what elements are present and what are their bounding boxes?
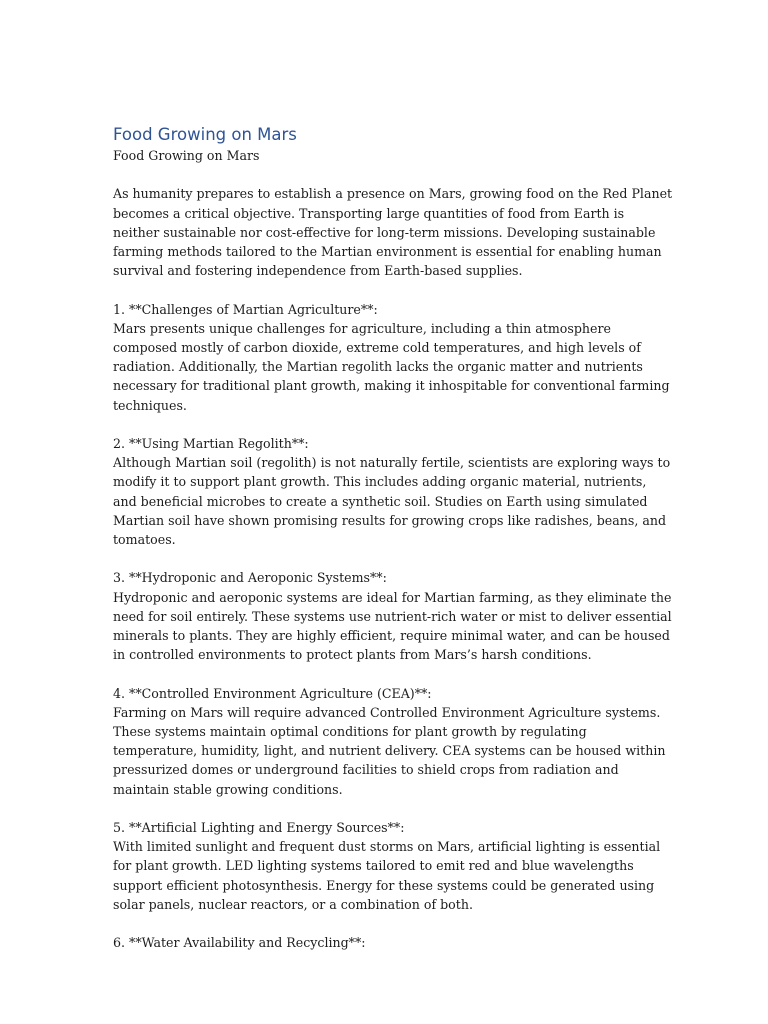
section-4-body: Farming on Mars will require advanced Controlled Environment Agriculture systems. These systems maintain optimal conditions for plant growth by regulating temperature, humidity, light, and nutrient delivery. CEA systems can be housed within pressurized domes or underground facilities to shield crops from radiation and maintain stable growing conditions. bbox=[113, 704, 666, 797]
section-1-body: Mars presents unique challenges for agriculture, including a thin atmosphere composed mostly of carbon dioxide, extreme cold temperatures, and high levels of radiation. Additionally, the Martian regolith lacks the organic matter and nutrients necessary for traditional plant growth, making it inhospitable for conventional farming techniques. bbox=[113, 320, 670, 413]
section-6-heading: 6. **Water Availability and Recycling**: bbox=[113, 935, 366, 951]
intro-paragraph: As humanity prepares to establish a presence on Mars, growing food on the Red Planet becomes a critical objective. Transporting large quantities of food from Earth is neither sustainable nor cost-effective for long-term missions. Developing sustainable farming methods tailored to the Martian environment is essential for enabling human survival and fostering independence from Earth-based supplies. bbox=[113, 186, 673, 279]
section-1 bbox=[113, 300, 673, 415]
section-1-heading: 1. **Challenges of Martian Agriculture**: bbox=[113, 301, 378, 317]
document-subtitle: Food Growing on Mars bbox=[113, 148, 260, 163]
section-4-heading: 4. **Controlled Environment Agriculture (CEA)**: bbox=[113, 685, 432, 701]
section-2 bbox=[113, 434, 673, 549]
section-4 bbox=[113, 684, 673, 799]
section-3-heading: 3. **Hydroponic and Aeroponic Systems**: bbox=[113, 570, 387, 586]
document-title: Food Growing on Mars bbox=[113, 125, 297, 144]
section-3-body: Hydroponic and aeroponic systems are ideal for Martian farming, as they eliminate the need for soil entirely. These systems use nutrient-rich water or mist to deliver essential minerals to plants. They are highly efficient, require minimal water, and can be housed in controlled environments to protect plants from Mars’s harsh conditions. bbox=[113, 589, 672, 663]
document-page bbox=[113, 124, 673, 972]
section-5-body: With limited sunlight and frequent dust storms on Mars, artificial lighting is essential for plant growth. LED lighting systems tailored to emit red and blue wavelengths support efficient photosynthesis. Energy for these systems could be generated using solar panels, nuclear reactors, or a combination of both. bbox=[113, 839, 661, 912]
section-3 bbox=[113, 568, 673, 664]
section-6 bbox=[113, 933, 673, 952]
section-2-body: Although Martian soil (regolith) is not naturally fertile, scientists are exploring ways to modify it to support plant growth. This includes adding organic material, nutrients, and beneficial microbes to create a synthetic soil. Studies on Earth using simulated Martian soil have shown promising results for growing crops like radishes, beans, and tomatoes. bbox=[113, 455, 671, 548]
section-5 bbox=[113, 818, 673, 914]
section-5-heading: 5. **Artificial Lighting and Energy Sources**: bbox=[113, 820, 405, 836]
section-2-heading: 2. **Using Martian Regolith**: bbox=[113, 436, 309, 451]
